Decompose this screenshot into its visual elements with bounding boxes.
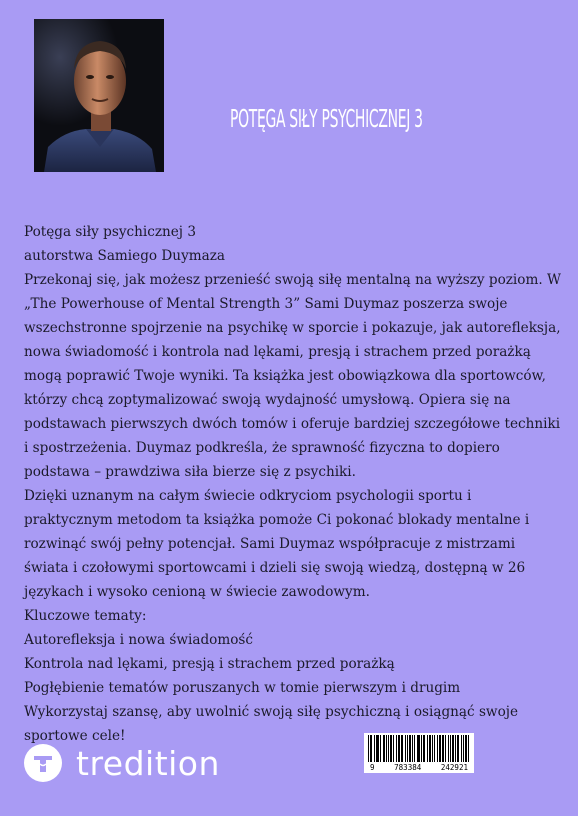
author-photo xyxy=(34,19,164,172)
tredition-mark-icon xyxy=(24,744,62,782)
description-paragraph: Dzięki uznanym na całym świecie odkryciom psychologii sportu i praktycznym metodom ta książka pomoże Ci pokonać blokady mentalne i rozwinąć swój pełny potencjał. Sami Duymaz współpracuje z mistrzami świata i czołowymi sportowcami i dzieli się swoją wiedzą, dostępną w 26 językach i wysoko cenioną w świecie zawodowym. xyxy=(24,488,530,600)
description-paragraph: Przekonaj się, jak możesz przenieść swoją siłę mentalną na wyższy poziom. W „The Powerhouse of Mental Strength 3” Sami Duymaz poszerza swoje wszechstronne spojrzenie na psychikę w sporcie i pokazuje, jak autorefleksja, nowa świadomość i kontrola nad lękami, presją i strachem przed porażką mogą poprawić Twoje wyniki. Ta książka jest obowiązkowa dla sportowców, którzy chcą zoptymalizować swoją wydajność umysłową. Opiera się na podstawach pierwszych dwóch tomów i oferuje bardziej szczegółowe techniki i spostrzeżenia. Duymaz podkreśla, że sprawność fizyczna to dopiero podstawa – prawdziwa siła bierze się z psychiki. xyxy=(24,272,561,480)
publisher-logo xyxy=(24,743,220,783)
barcode-digits-left: 783384 xyxy=(394,763,422,772)
key-topics-heading: Kluczowe tematy: xyxy=(24,608,147,624)
description-paragraph: Potęga siły psychicznej 3 xyxy=(24,224,196,240)
book-description xyxy=(24,220,564,748)
barcode-digits-prefix: 9 xyxy=(370,763,375,772)
barcode-digits-right: 242921 xyxy=(440,763,468,772)
barcode-bars xyxy=(368,735,470,762)
cover-title: POTĘGA SIŁY PSYCHICZNEJ 3 xyxy=(230,104,423,133)
key-topic-item: Autorefleksja i nowa świadomość xyxy=(24,632,254,648)
isbn-barcode xyxy=(364,733,474,773)
closing-paragraph: Wykorzystaj szansę, aby uwolnić swoją siłę psychiczną i osiągnąć swoje sportowe cele! xyxy=(24,704,519,744)
description-paragraph: autorstwa Samiego Duymaza xyxy=(24,248,226,264)
author-portrait-image xyxy=(34,19,164,172)
publisher-name: tredition xyxy=(76,743,220,783)
key-topic-item: Pogłębienie tematów poruszanych w tomie pierwszym i drugim xyxy=(24,680,461,696)
key-topic-item: Kontrola nad lękami, presją i strachem przed porażką xyxy=(24,656,395,672)
